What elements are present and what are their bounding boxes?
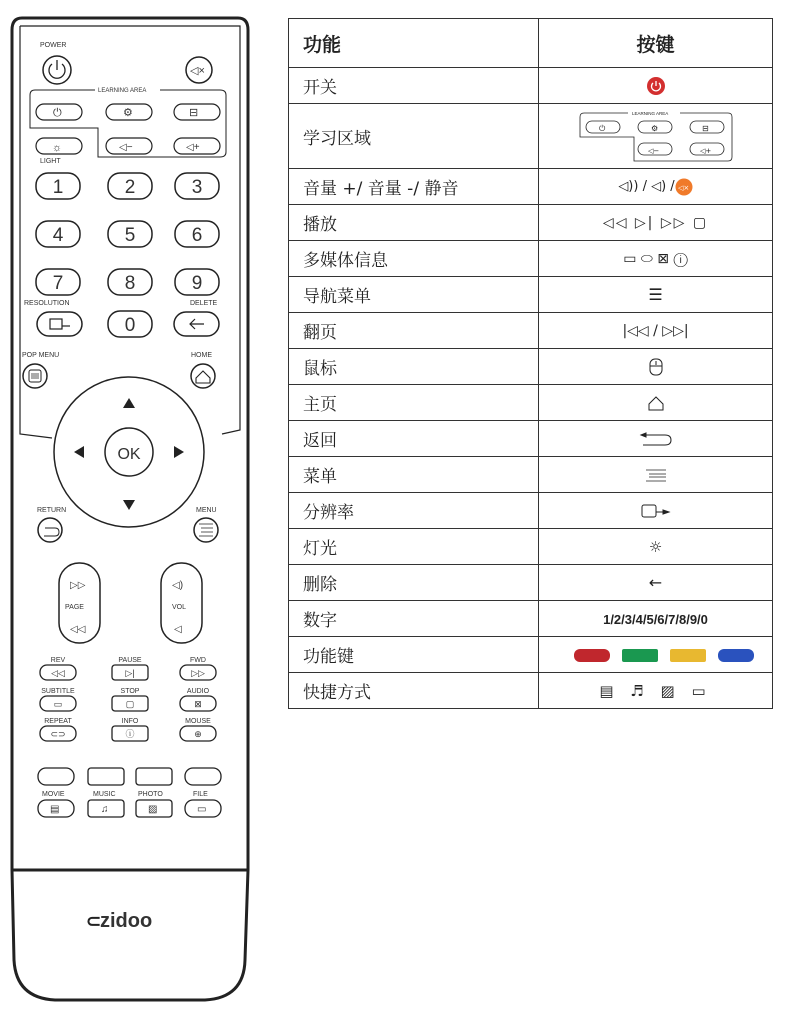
music-label: MUSIC: [93, 791, 116, 798]
mouse-label: MOUSE: [185, 718, 211, 725]
digit-label: 2: [124, 177, 136, 198]
digit-key-9[interactable]: [175, 269, 219, 295]
table-header-row: [289, 19, 773, 68]
svg-text:◁◁: ◁◁: [70, 624, 86, 635]
table-row: [289, 385, 773, 421]
mouse-button[interactable]: [180, 726, 216, 741]
svg-text:⊂: ⊂: [86, 911, 102, 931]
audio-icon: ⊠: [194, 699, 202, 709]
learning-area-mini-label: LEARNING AREA: [631, 111, 668, 116]
svg-text:◁−: ◁−: [119, 142, 133, 153]
home-icon: [647, 395, 665, 411]
red-key[interactable]: [38, 768, 74, 785]
subtitle-icon: ▭: [53, 699, 63, 709]
row-function: 快捷方式: [289, 673, 539, 709]
vol-label: VOL: [172, 604, 187, 611]
digit-key-0[interactable]: [108, 311, 152, 337]
table-row: [289, 601, 773, 637]
info-label: INFO: [121, 718, 139, 725]
fwd-label: FWD: [190, 657, 206, 664]
row-function: 鼠标: [289, 349, 539, 385]
pop-menu-label: POP MENU: [22, 352, 60, 359]
red-color-key: [574, 649, 610, 662]
color-keys: [574, 647, 754, 663]
nav-menu-icon: ☰: [648, 285, 663, 304]
ok-label: OK: [117, 446, 141, 463]
svg-text:⚙: ⚙: [123, 107, 133, 119]
key-function-table: [288, 18, 773, 709]
shortcut-icons: ▤ ♬ ▨ ▭: [599, 681, 712, 700]
digit-label: 4: [52, 225, 64, 246]
digit-key-1[interactable]: [36, 173, 80, 199]
ok-button[interactable]: [105, 428, 153, 476]
svg-text:◁): ◁): [172, 580, 184, 591]
rev-icon: ◁◁: [51, 668, 65, 678]
stop-icon: ▢: [125, 699, 135, 709]
row-function: 音量 +/ 音量 -/ 静音: [289, 169, 539, 205]
header-function: 功能: [289, 19, 539, 68]
row-function: 返回: [289, 421, 539, 457]
menu-icon: [645, 468, 667, 482]
pop-menu-button[interactable]: [23, 364, 47, 388]
volume-icons: ◁)) / ◁) /: [618, 179, 675, 194]
repeat-icon: ⊂⊃: [50, 729, 66, 739]
playback-icons: ◁◁ ▷| ▷▷ ▢: [602, 214, 709, 231]
row-function: 删除: [289, 565, 539, 601]
digit-key-4[interactable]: [36, 221, 80, 247]
svg-text:☼: ☼: [52, 142, 63, 154]
stop-button[interactable]: [112, 696, 148, 711]
pause-button[interactable]: [112, 665, 148, 680]
yellow-key[interactable]: [136, 768, 172, 785]
table-row: [289, 529, 773, 565]
fwd-button[interactable]: [180, 665, 216, 680]
row-function: 导航菜单: [289, 277, 539, 313]
delete-label: DELETE: [190, 300, 218, 307]
digit-key-5[interactable]: [108, 221, 152, 247]
rev-button[interactable]: [40, 665, 76, 680]
svg-text:◁−: ◁−: [647, 147, 659, 155]
repeat-label: REPEAT: [44, 718, 72, 725]
return-icon: [639, 432, 673, 446]
digit-label: 6: [191, 225, 203, 246]
remote-control: [0, 0, 260, 1013]
digit-key-3[interactable]: [175, 173, 219, 199]
photo-label: PHOTO: [138, 791, 163, 798]
digit-label: 5: [124, 225, 136, 246]
row-function: 灯光: [289, 529, 539, 565]
movie-label: MOVIE: [42, 791, 65, 798]
digits-text: 1/2/3/4/5/6/7/8/9/0: [603, 611, 708, 627]
delete-icon: ←: [648, 573, 663, 592]
table-row: [289, 565, 773, 601]
page-label: PAGE: [65, 604, 84, 611]
digit-key-2[interactable]: [108, 173, 152, 199]
film-icon: ▤: [50, 804, 60, 815]
home-label: HOME: [191, 352, 212, 359]
table-row: [289, 349, 773, 385]
resolution-button[interactable]: [37, 312, 82, 336]
digit-label: 7: [52, 273, 64, 294]
mouse-icon: ⊕: [194, 729, 202, 739]
row-function: 菜单: [289, 457, 539, 493]
menu-button[interactable]: [194, 518, 218, 542]
table-row: [289, 68, 773, 104]
subtitle-label: SUBTITLE: [41, 688, 75, 695]
page-icons: |◁◁ / ▷▷|: [622, 322, 689, 339]
digit-label: 3: [191, 177, 203, 198]
row-function: 翻页: [289, 313, 539, 349]
mute-button[interactable]: [186, 57, 212, 83]
media-keys: [40, 657, 216, 741]
svg-text:◁×: ◁×: [190, 65, 205, 77]
repeat-button[interactable]: [40, 726, 76, 741]
return-label: RETURN: [37, 507, 67, 514]
table-row: [289, 637, 773, 673]
svg-text:⚙: ⚙: [650, 124, 658, 133]
subtitle-button[interactable]: [40, 696, 76, 711]
digit-key-7[interactable]: [36, 269, 80, 295]
zidoo-logo: [86, 910, 152, 932]
pause-icon: ▷|: [125, 668, 135, 678]
rev-label: REV: [50, 657, 66, 664]
svg-text:⊟: ⊟: [701, 124, 709, 133]
green-color-key: [622, 649, 658, 662]
row-function: 播放: [289, 205, 539, 241]
mouse-icon: [649, 358, 663, 376]
audio-button[interactable]: [180, 696, 216, 711]
digit-key-6[interactable]: [175, 221, 219, 247]
table-row: [289, 241, 773, 277]
svg-text:⏻: ⏻: [53, 107, 62, 119]
svg-text:zidoo: zidoo: [100, 910, 153, 932]
table-row: [289, 205, 773, 241]
learning-area-label: LEARNING AREA: [98, 88, 147, 94]
table-row: [289, 421, 773, 457]
power-red-icon: [646, 76, 666, 96]
return-button[interactable]: [38, 518, 62, 542]
svg-text:⊟: ⊟: [189, 107, 199, 119]
delete-button[interactable]: [174, 312, 219, 336]
info-icon: ⓘ: [125, 729, 135, 739]
digit-label: 0: [124, 315, 136, 336]
table-row: [289, 104, 773, 169]
table-row: [289, 277, 773, 313]
header-key: 按键: [539, 19, 773, 68]
row-function: 功能键: [289, 637, 539, 673]
fwd-icon: ▷▷: [191, 668, 205, 678]
blue-color-key: [718, 649, 754, 662]
photo-icon: ▨: [148, 804, 158, 815]
svg-text:◁: ◁: [174, 624, 182, 635]
table-row: [289, 457, 773, 493]
digit-key-8[interactable]: [108, 269, 152, 295]
menu-label: MENU: [196, 507, 217, 514]
light-label: LIGHT: [40, 158, 61, 165]
table-row: [289, 493, 773, 529]
row-function: 分辨率: [289, 493, 539, 529]
row-function: 多媒体信息: [289, 241, 539, 277]
home-button[interactable]: [191, 364, 215, 388]
learning-area-icon: [576, 107, 736, 165]
svg-text:⏻: ⏻: [598, 124, 605, 133]
row-function: 数字: [289, 601, 539, 637]
resolution-icon: [641, 504, 671, 518]
audio-label: AUDIO: [186, 688, 210, 695]
svg-text:◁+: ◁+: [699, 147, 711, 155]
file-label: FILE: [193, 791, 208, 798]
yellow-color-key: [670, 649, 706, 662]
digit-label: 9: [191, 273, 203, 294]
resolution-label: RESOLUTION: [24, 300, 70, 307]
music-icon: ♫: [101, 804, 109, 815]
info-button[interactable]: [112, 726, 148, 741]
mute-orange-icon: [675, 178, 693, 196]
table-row: [289, 169, 773, 205]
light-icon: ☼: [648, 537, 663, 556]
vol-rocker[interactable]: [161, 563, 202, 643]
svg-text:◁+: ◁+: [186, 142, 200, 153]
digit-label: 8: [124, 273, 136, 294]
row-function: 开关: [289, 68, 539, 104]
digit-label: 1: [52, 177, 64, 198]
row-function: 主页: [289, 385, 539, 421]
power-button[interactable]: [43, 56, 71, 84]
green-key[interactable]: [88, 768, 124, 785]
pause-label: PAUSE: [118, 657, 142, 664]
page-rocker[interactable]: [59, 563, 100, 643]
stop-label: STOP: [120, 688, 140, 695]
row-function: 学习区域: [289, 104, 539, 169]
svg-text:◁×: ◁×: [677, 183, 689, 192]
power-label: POWER: [40, 42, 67, 49]
svg-text:▷▷: ▷▷: [70, 580, 86, 591]
table-row: [289, 313, 773, 349]
folder-icon: ▭: [197, 804, 207, 815]
blue-key[interactable]: [185, 768, 221, 785]
media-info-icons: ▭ ⬭ ⊠ ⓘ: [623, 250, 688, 267]
table-row: [289, 673, 773, 709]
